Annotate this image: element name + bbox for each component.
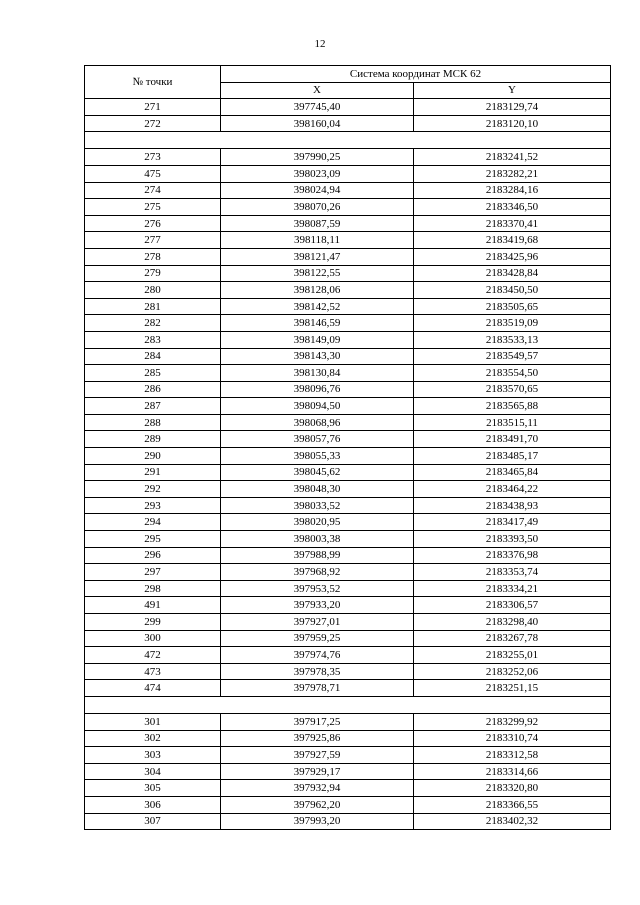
table-row (85, 730, 611, 747)
point-number-cell: 300 (85, 630, 221, 647)
y-coordinate-cell: 2183505,65 (414, 298, 611, 315)
table-row (85, 115, 611, 132)
table-row (85, 149, 611, 166)
point-number-cell: 306 (85, 796, 221, 813)
point-number-cell: 281 (85, 298, 221, 315)
point-number-cell: 271 (85, 99, 221, 116)
x-coordinate-cell: 397953,52 (221, 580, 414, 597)
table-row (85, 331, 611, 348)
x-column-header: X (221, 82, 414, 99)
y-coordinate-cell: 2183267,78 (414, 630, 611, 647)
x-coordinate-cell: 398055,33 (221, 448, 414, 465)
y-coordinate-cell: 2183310,74 (414, 730, 611, 747)
x-coordinate-cell: 398057,76 (221, 431, 414, 448)
table-row (85, 398, 611, 415)
point-number-cell: 301 (85, 713, 221, 730)
table-row (85, 199, 611, 216)
point-number-cell: 273 (85, 149, 221, 166)
x-coordinate-cell: 398130,84 (221, 365, 414, 382)
x-coordinate-cell: 397927,01 (221, 614, 414, 631)
x-coordinate-cell: 398146,59 (221, 315, 414, 332)
x-coordinate-cell: 398024,94 (221, 182, 414, 199)
table-row (85, 381, 611, 398)
x-coordinate-cell: 398003,38 (221, 531, 414, 548)
table-row (85, 663, 611, 680)
y-coordinate-cell: 2183393,50 (414, 531, 611, 548)
table-row (85, 215, 611, 232)
y-coordinate-cell: 2183241,52 (414, 149, 611, 166)
point-number-cell: 491 (85, 597, 221, 614)
x-coordinate-cell: 397745,40 (221, 99, 414, 116)
y-coordinate-cell: 2183370,41 (414, 215, 611, 232)
x-coordinate-cell: 398143,30 (221, 348, 414, 365)
x-coordinate-cell: 398121,47 (221, 248, 414, 265)
table-row (85, 713, 611, 730)
table-row (85, 747, 611, 764)
x-coordinate-cell: 397968,92 (221, 564, 414, 581)
x-coordinate-cell: 397933,20 (221, 597, 414, 614)
point-number-cell: 283 (85, 331, 221, 348)
point-number-cell: 298 (85, 580, 221, 597)
y-coordinate-cell: 2183282,21 (414, 165, 611, 182)
point-number-cell: 275 (85, 199, 221, 216)
y-coordinate-cell: 2183554,50 (414, 365, 611, 382)
y-coordinate-cell: 2183565,88 (414, 398, 611, 415)
y-coordinate-cell: 2183314,66 (414, 763, 611, 780)
table-row (85, 614, 611, 631)
y-coordinate-cell: 2183353,74 (414, 564, 611, 581)
point-number-cell: 278 (85, 248, 221, 265)
x-coordinate-cell: 397990,25 (221, 149, 414, 166)
y-coordinate-cell: 2183299,92 (414, 713, 611, 730)
y-coordinate-cell: 2183570,65 (414, 381, 611, 398)
table-row (85, 531, 611, 548)
table-row (85, 315, 611, 332)
point-number-cell: 303 (85, 747, 221, 764)
table-row (85, 282, 611, 299)
x-coordinate-cell: 398118,11 (221, 232, 414, 249)
table-row (85, 580, 611, 597)
y-coordinate-cell: 2183120,10 (414, 115, 611, 132)
y-coordinate-cell: 2183251,15 (414, 680, 611, 697)
table-row (85, 796, 611, 813)
point-number-cell: 272 (85, 115, 221, 132)
y-coordinate-cell: 2183491,70 (414, 431, 611, 448)
x-coordinate-cell: 397932,94 (221, 780, 414, 797)
point-number-cell: 286 (85, 381, 221, 398)
y-coordinate-cell: 2183417,49 (414, 514, 611, 531)
y-coordinate-cell: 2183438,93 (414, 497, 611, 514)
point-number-cell: 279 (85, 265, 221, 282)
y-coordinate-cell: 2183129,74 (414, 99, 611, 116)
y-coordinate-cell: 2183312,58 (414, 747, 611, 764)
y-coordinate-cell: 2183284,16 (414, 182, 611, 199)
table-row (85, 414, 611, 431)
page-number: 12 (314, 38, 326, 50)
x-coordinate-cell: 398045,62 (221, 464, 414, 481)
x-coordinate-cell: 397959,25 (221, 630, 414, 647)
y-coordinate-cell: 2183419,68 (414, 232, 611, 249)
y-coordinate-cell: 2183306,57 (414, 597, 611, 614)
point-number-cell: 293 (85, 497, 221, 514)
y-coordinate-cell: 2183298,40 (414, 614, 611, 631)
y-coordinate-cell: 2183252,06 (414, 663, 611, 680)
group-separator-row (85, 696, 611, 713)
y-coordinate-cell: 2183549,57 (414, 348, 611, 365)
table-row (85, 630, 611, 647)
table-row (85, 232, 611, 249)
y-coordinate-cell: 2183402,32 (414, 813, 611, 830)
y-coordinate-cell: 2183376,98 (414, 547, 611, 564)
table-row (85, 564, 611, 581)
table-row (85, 780, 611, 797)
x-coordinate-cell: 398087,59 (221, 215, 414, 232)
x-coordinate-cell: 397962,20 (221, 796, 414, 813)
point-number-cell: 287 (85, 398, 221, 415)
y-coordinate-cell: 2183320,80 (414, 780, 611, 797)
point-number-cell: 288 (85, 414, 221, 431)
x-coordinate-cell: 397917,25 (221, 713, 414, 730)
table-header (85, 66, 611, 99)
coordinate-system-header: Система координат МСК 62 (221, 66, 611, 83)
x-coordinate-cell: 397978,71 (221, 680, 414, 697)
x-coordinate-cell: 397929,17 (221, 763, 414, 780)
x-coordinate-cell: 398033,52 (221, 497, 414, 514)
y-column-header: Y (414, 82, 611, 99)
point-number-cell: 292 (85, 481, 221, 498)
y-coordinate-cell: 2183465,84 (414, 464, 611, 481)
table-row (85, 763, 611, 780)
point-number-cell: 296 (85, 547, 221, 564)
table-row (85, 165, 611, 182)
table-row (85, 647, 611, 664)
y-coordinate-cell: 2183533,13 (414, 331, 611, 348)
y-coordinate-cell: 2183450,50 (414, 282, 611, 299)
group-separator-row (85, 132, 611, 149)
x-coordinate-cell: 397993,20 (221, 813, 414, 830)
x-coordinate-cell: 398094,50 (221, 398, 414, 415)
table-row (85, 680, 611, 697)
coordinates-table (84, 65, 611, 830)
x-coordinate-cell: 397988,99 (221, 547, 414, 564)
y-coordinate-cell: 2183485,17 (414, 448, 611, 465)
x-coordinate-cell: 398160,04 (221, 115, 414, 132)
table-row (85, 99, 611, 116)
table-row (85, 597, 611, 614)
point-number-cell: 274 (85, 182, 221, 199)
x-coordinate-cell: 397978,35 (221, 663, 414, 680)
table-row (85, 265, 611, 282)
y-coordinate-cell: 2183425,96 (414, 248, 611, 265)
table-row (85, 481, 611, 498)
point-number-cell: 295 (85, 531, 221, 548)
table-row (85, 348, 611, 365)
point-number-cell: 277 (85, 232, 221, 249)
x-coordinate-cell: 398142,52 (221, 298, 414, 315)
table-row (85, 431, 611, 448)
point-number-cell: 299 (85, 614, 221, 631)
point-number-header: № точки (85, 66, 221, 99)
group-separator-cell (85, 132, 611, 149)
x-coordinate-cell: 398149,09 (221, 331, 414, 348)
point-number-cell: 305 (85, 780, 221, 797)
point-number-cell: 294 (85, 514, 221, 531)
point-number-cell: 284 (85, 348, 221, 365)
x-coordinate-cell: 398096,76 (221, 381, 414, 398)
point-number-cell: 473 (85, 663, 221, 680)
table-row (85, 497, 611, 514)
point-number-cell: 297 (85, 564, 221, 581)
x-coordinate-cell: 398122,55 (221, 265, 414, 282)
y-coordinate-cell: 2183515,11 (414, 414, 611, 431)
x-coordinate-cell: 397927,59 (221, 747, 414, 764)
x-coordinate-cell: 397974,76 (221, 647, 414, 664)
y-coordinate-cell: 2183255,01 (414, 647, 611, 664)
point-number-cell: 307 (85, 813, 221, 830)
y-coordinate-cell: 2183346,50 (414, 199, 611, 216)
point-number-cell: 280 (85, 282, 221, 299)
point-number-cell: 472 (85, 647, 221, 664)
table-row (85, 448, 611, 465)
point-number-cell: 276 (85, 215, 221, 232)
y-coordinate-cell: 2183366,55 (414, 796, 611, 813)
y-coordinate-cell: 2183519,09 (414, 315, 611, 332)
table-row (85, 248, 611, 265)
y-coordinate-cell: 2183334,21 (414, 580, 611, 597)
table-row (85, 813, 611, 830)
point-number-cell: 289 (85, 431, 221, 448)
table-row (85, 298, 611, 315)
x-coordinate-cell: 398068,96 (221, 414, 414, 431)
x-coordinate-cell: 398048,30 (221, 481, 414, 498)
y-coordinate-cell: 2183428,84 (414, 265, 611, 282)
x-coordinate-cell: 398020,95 (221, 514, 414, 531)
point-number-cell: 474 (85, 680, 221, 697)
table-row (85, 182, 611, 199)
point-number-cell: 282 (85, 315, 221, 332)
table-row (85, 547, 611, 564)
table-row (85, 365, 611, 382)
point-number-cell: 290 (85, 448, 221, 465)
table-row (85, 464, 611, 481)
table-row (85, 514, 611, 531)
x-coordinate-cell: 398023,09 (221, 165, 414, 182)
group-separator-cell (85, 696, 611, 713)
x-coordinate-cell: 398070,26 (221, 199, 414, 216)
table-body (85, 99, 611, 830)
x-coordinate-cell: 397925,86 (221, 730, 414, 747)
y-coordinate-cell: 2183464,22 (414, 481, 611, 498)
point-number-cell: 475 (85, 165, 221, 182)
point-number-cell: 304 (85, 763, 221, 780)
x-coordinate-cell: 398128,06 (221, 282, 414, 299)
point-number-cell: 291 (85, 464, 221, 481)
point-number-cell: 285 (85, 365, 221, 382)
point-number-cell: 302 (85, 730, 221, 747)
